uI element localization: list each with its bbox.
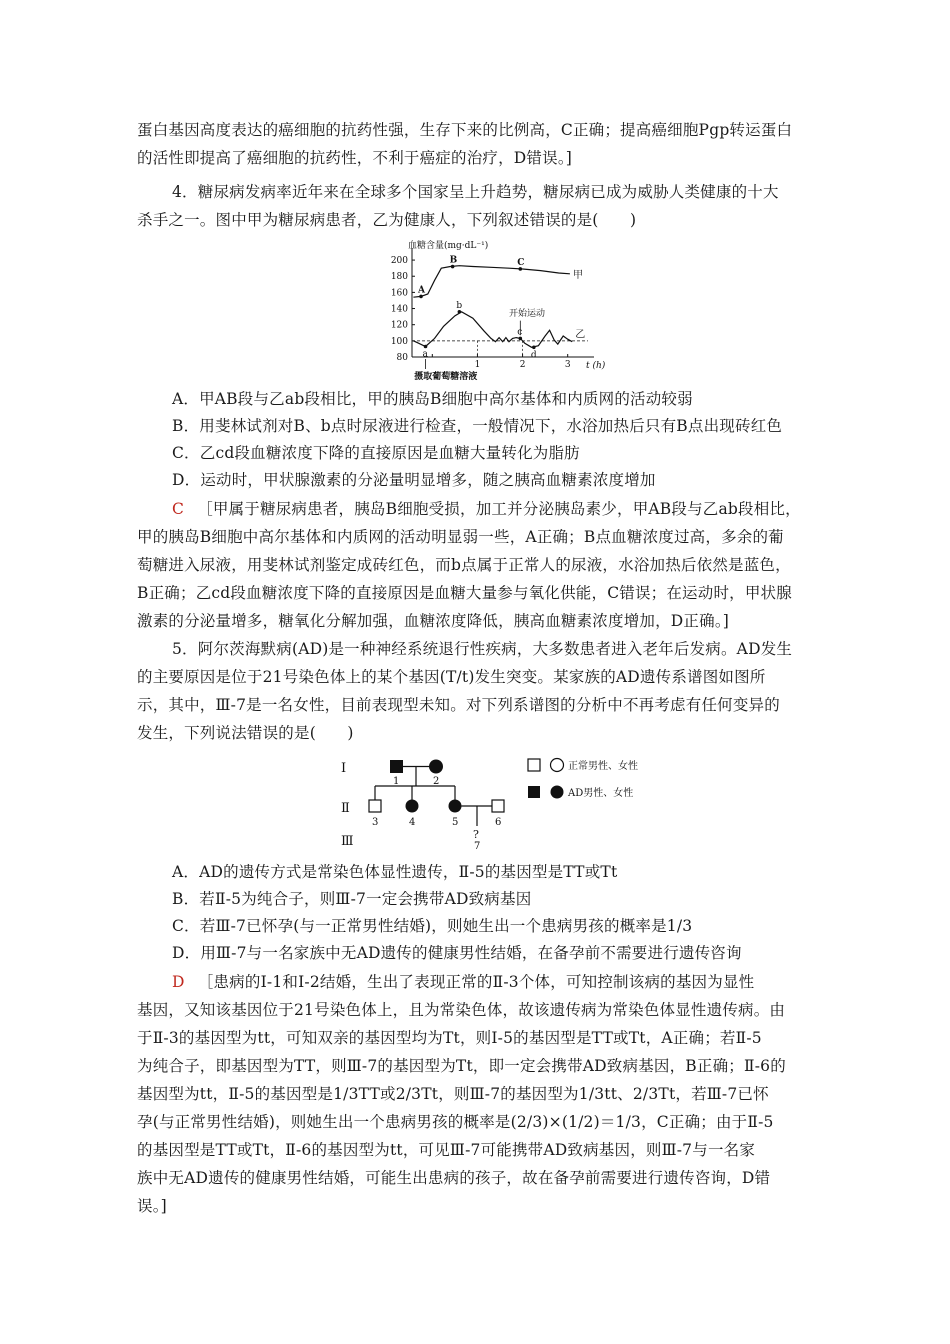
option-c: C．若Ⅲ-7已怀孕(与一正常男性结婚)，则她生出一个患病男孩的概率是1/3 bbox=[172, 917, 693, 935]
text-line: 为纯合子，即基因型为TT，则Ⅲ-7的基因型为Tt，即一定会携带AD致病基因，B正确；Ⅱ-6的 bbox=[137, 1057, 786, 1075]
legend-normal-female bbox=[551, 759, 564, 772]
question-5-stem: 发生，下列说法错误的是( ) bbox=[137, 724, 354, 742]
text-line: 蛋白基因高度表达的癌细胞的抗药性强，生存下来的比例高，C正确；提高癌细胞Pgp转运蛋白 bbox=[137, 121, 793, 139]
question-5-stem: 示，其中，Ⅲ-7是一名女性，目前表现型未知。对下列系谱图的分析中不再考虑有任何变异的 bbox=[137, 696, 780, 714]
legend-label: AD男性、女性 bbox=[568, 788, 634, 799]
x-tick-label: 1 bbox=[474, 360, 481, 370]
series-label: 甲 bbox=[572, 269, 583, 281]
question-5-stem: 的主要原因是位于21号染色体上的某个基因(T/t)发生突变。某家族的AD遗传系谱图如图所 bbox=[137, 668, 766, 686]
normal-male-3 bbox=[369, 800, 381, 812]
text-line: 误。] bbox=[137, 1197, 167, 1215]
pedigree-chart bbox=[335, 748, 655, 854]
text-line: 于Ⅱ-3的基因型为tt，可知双亲的基因型均为Tt，则Ⅰ-5的基因型是TT或Tt，A正确；若Ⅱ-5 bbox=[137, 1029, 762, 1047]
generation-label: Ⅰ bbox=[341, 761, 347, 776]
legend-label: 正常男性、女性 bbox=[568, 761, 638, 772]
option-b: B．若Ⅱ-5为纯合子，则Ⅲ-7一定会携带AD致病基因 bbox=[172, 890, 532, 908]
y-axis-label: 血糖含量(mg·dL⁻¹) bbox=[408, 241, 489, 251]
x-axis-label: t (h) bbox=[586, 361, 606, 371]
individual-number: 4 bbox=[409, 817, 416, 828]
text-line: 甲的胰岛B细胞中高尔基体和内质网的活动明显弱一些，A正确；B点血糖浓度过高，多余的葡 bbox=[137, 528, 784, 546]
point-label: C bbox=[517, 257, 525, 268]
point-label: c bbox=[517, 327, 523, 338]
point-label: B bbox=[449, 255, 458, 266]
individual-number: 6 bbox=[495, 817, 502, 828]
question-5-stem: 5．阿尔茨海默病(AD)是一种神经系统退行性疾病，大多数患者进入老年后发病。AD发生 bbox=[172, 640, 793, 658]
option-a: A．AD的遗传方式是常染色体显性遗传，Ⅱ-5的基因型是TT或Tt bbox=[172, 863, 618, 881]
individual-number: 2 bbox=[433, 776, 440, 787]
individual-number: 5 bbox=[452, 817, 459, 828]
y-tick-label: 80 bbox=[396, 353, 408, 363]
point-label: A bbox=[418, 285, 426, 296]
answer-explanation bbox=[172, 969, 852, 996]
explanation-text: ［患病的Ⅰ-1和Ⅰ-2结婚，生出了表现正常的Ⅱ-3个体，可知控制该病的基因为显性 bbox=[197, 973, 755, 991]
annotation-start-exercise: 开始运动 bbox=[509, 308, 546, 319]
legend-affected-male bbox=[528, 786, 540, 798]
explanation-text: ［甲属于糖尿病患者，胰岛B细胞受损，加工并分泌胰岛素少，甲AB段与乙ab段相比， bbox=[197, 500, 801, 518]
option-d: D．运动时，甲状腺激素的分泌量明显增多，随之胰高血糖素浓度增加 bbox=[172, 471, 656, 489]
y-tick-label: 200 bbox=[390, 256, 408, 267]
x-tick-label: 3 bbox=[564, 360, 571, 370]
unknown-phenotype-mark: ? bbox=[473, 828, 479, 841]
affected-male-1 bbox=[390, 760, 403, 773]
answer-explanation bbox=[172, 496, 852, 523]
x-caption: 摄取葡萄糖溶液 bbox=[414, 372, 478, 382]
x-tick-label: 2 bbox=[519, 360, 526, 370]
point-label: b bbox=[456, 300, 463, 311]
text-line: 孕(与正常男性结婚)，则她生出一个患病男孩的概率是(2/3)×(1/2)＝1/3，C正确；由于Ⅱ-5 bbox=[137, 1113, 774, 1131]
option-c: C．乙cd段血糖浓度下降的直接原因是血糖大量转化为脂肪 bbox=[172, 444, 580, 462]
individual-number: 3 bbox=[372, 817, 379, 828]
text-line: 基因型为tt，Ⅱ-5的基因型是1/3TT或2/3Tt，则Ⅲ-7的基因型为1/3tt、2/3Tt，若Ⅲ-7已怀 bbox=[137, 1085, 769, 1103]
individual-number: 7 bbox=[474, 841, 481, 852]
question-4-stem: 4．糖尿病发病率近年来在全球多个国家呈上升趋势，糖尿病已成为威胁人类健康的十大 bbox=[172, 183, 779, 201]
y-tick-label: 140 bbox=[390, 304, 408, 315]
generation-label: Ⅲ bbox=[341, 834, 354, 849]
y-tick-label: 160 bbox=[390, 288, 408, 299]
text-line: 基因，又知该基因位于21号染色体上，且为常染色体，故该遗传病为常染色体显性遗传病。由 bbox=[137, 1001, 786, 1019]
y-tick-label: 120 bbox=[390, 320, 408, 331]
option-d: D．用Ⅲ-7与一名家族中无AD遗传的健康男性结婚，在备孕前不需要进行遗传咨询 bbox=[172, 944, 742, 962]
point-label: d bbox=[530, 350, 537, 361]
answer-letter: D bbox=[172, 973, 185, 991]
blood-glucose-chart bbox=[368, 240, 608, 382]
affected-female-2 bbox=[429, 760, 443, 774]
y-tick-label: 100 bbox=[390, 336, 408, 347]
text-line: 族中无AD遗传的健康男性结婚，可能生出患病的孩子，故在备孕前需要进行遗传咨询，D错 bbox=[137, 1169, 771, 1187]
series-line-jia bbox=[413, 266, 570, 298]
text-line: 萄糖进入尿液，用斐林试剂鉴定成砖红色，而b点属于正常人的尿液，水浴加热后依然是蓝色， bbox=[137, 556, 791, 574]
series-label: 乙 bbox=[575, 329, 586, 341]
affected-female-5 bbox=[449, 800, 462, 813]
individual-number: 1 bbox=[393, 776, 400, 787]
legend-normal-male bbox=[528, 759, 540, 771]
data-point bbox=[424, 345, 428, 349]
text-line: 的活性即提高了癌细胞的抗药性，不利于癌症的治疗，D错误。] bbox=[137, 149, 573, 167]
text-line: B正确；乙cd段血糖浓度下降的直接原因是血糖大量参与氧化供能，C错误；在运动时，甲状腺 bbox=[137, 584, 792, 602]
text-line: 激素的分泌量增多，糖氧化分解加强，血糖浓度降低，胰高血糖素浓度增加，D正确。] bbox=[137, 612, 730, 630]
answer-letter: C bbox=[172, 500, 185, 518]
generation-label: Ⅱ bbox=[341, 801, 350, 816]
point-label: a bbox=[422, 349, 428, 360]
text-line: 的基因型是TT或Tt，Ⅱ-6的基因型为tt，可见Ⅲ-7可能携带AD致病基因，则Ⅲ-7与一名家 bbox=[137, 1141, 756, 1159]
y-tick-label: 180 bbox=[390, 272, 408, 283]
series-line-yi bbox=[413, 312, 572, 348]
question-4-stem: 杀手之一。图中甲为糖尿病患者，乙为健康人，下列叙述错误的是( ) bbox=[137, 211, 637, 229]
option-a: A．甲AB段与乙ab段相比，甲的胰岛B细胞中高尔基体和内质网的活动较弱 bbox=[172, 390, 693, 408]
affected-female-4 bbox=[406, 800, 419, 813]
option-b: B．用斐林试剂对B、b点时尿液进行检查，一般情况下，水浴加热后只有B点出现砖红色 bbox=[172, 417, 783, 435]
data-point bbox=[532, 346, 536, 350]
legend-affected-female bbox=[551, 786, 564, 799]
normal-male-6 bbox=[492, 800, 504, 812]
